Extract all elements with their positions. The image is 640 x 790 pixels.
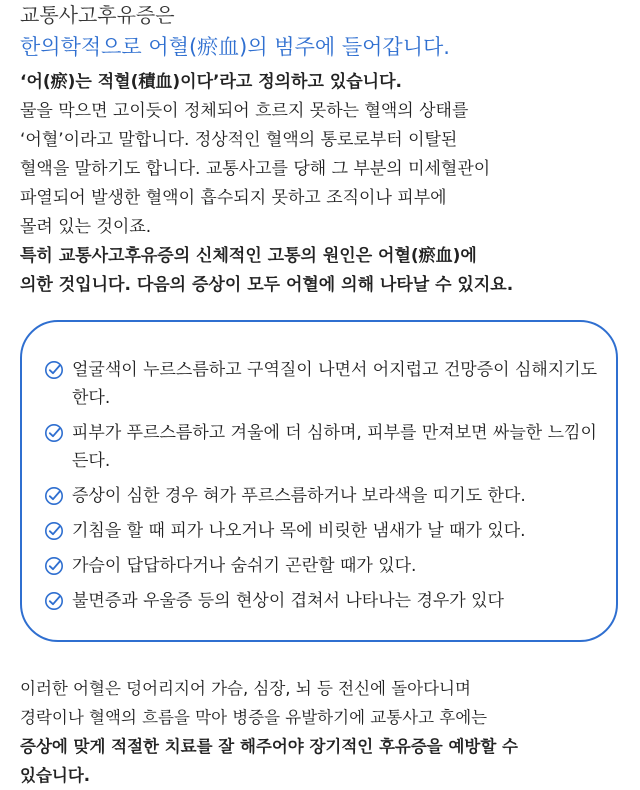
symptom-item bbox=[44, 482, 604, 510]
outro-emphasis-line: 증상에 맞게 적절한 치료를 잘 해주어야 장기적인 후유증을 예방할 수 bbox=[20, 737, 518, 756]
symptom-item bbox=[44, 517, 604, 545]
check-circle-icon bbox=[44, 360, 64, 380]
outro-emphasis bbox=[20, 732, 630, 790]
check-circle-icon bbox=[44, 486, 64, 506]
emphasis-paragraph bbox=[20, 242, 630, 300]
symptom-text: 기침을 할 때 피가 나오거나 목에 비릿한 냄새가 날 때가 있다. bbox=[72, 521, 526, 541]
outro-paragraph bbox=[20, 674, 630, 732]
symptom-text: 얼굴색이 누르스름하고 구역질이 나면서 어지럽고 건망증이 심해지기도 한다. bbox=[72, 360, 598, 408]
symptom-item bbox=[44, 552, 604, 580]
intro-section bbox=[20, 0, 630, 300]
check-circle-icon bbox=[44, 521, 64, 541]
kicker-text: 교통사고후유증은 bbox=[20, 3, 175, 27]
symptom-text: 가슴이 답답하다거나 숨쉬기 곤란할 때가 있다. bbox=[72, 556, 417, 576]
symptom-item bbox=[44, 356, 604, 412]
symptom-item bbox=[44, 419, 604, 475]
emphasis-line: 의한 것입니다. 다음의 증상이 모두 어혈에 의해 나타날 수 있지요. bbox=[20, 275, 514, 295]
outro-line: 경락이나 혈액의 흐름을 막아 병증을 유발하기에 교통사고 후에는 bbox=[20, 708, 488, 727]
symptom-box bbox=[20, 320, 618, 642]
lead-sentence: ‘어(瘀)는 적혈(積血)이다’라고 정의하고 있습니다. bbox=[20, 72, 402, 92]
symptom-list bbox=[44, 356, 604, 622]
symptom-text: 피부가 푸르스름하고 겨울에 더 심하며, 피부를 만져보면 싸늘한 느낌이 든다. bbox=[72, 423, 597, 471]
symptom-item bbox=[44, 587, 604, 615]
outro-emphasis-line: 있습니다. bbox=[20, 766, 91, 785]
check-circle-icon bbox=[44, 591, 64, 611]
paragraph-line: ‘어혈’이라고 말합니다. 정상적인 혈액의 통로로부터 이탈된 bbox=[20, 130, 458, 150]
symptom-text: 증상이 심한 경우 혀가 푸르스름하거나 보라색을 띠기도 한다. bbox=[72, 486, 526, 506]
paragraph-line: 혈액을 말하기도 합니다. 교통사고를 당해 그 부분의 미세혈관이 bbox=[20, 159, 491, 179]
paragraph-line: 파열되어 발생한 혈액이 흡수되지 못하고 조직이나 피부에 bbox=[20, 188, 447, 208]
emphasis-line: 특히 교통사고후유증의 신체적인 고통의 원인은 어혈(瘀血)에 bbox=[20, 246, 477, 266]
check-circle-icon bbox=[44, 423, 64, 443]
headline: 한의학적으로 어혈(瘀血)의 범주에 들어갑니다. bbox=[20, 35, 450, 59]
explanation-paragraph bbox=[20, 97, 630, 242]
check-circle-icon bbox=[44, 556, 64, 576]
paragraph-line: 몰려 있는 것이죠. bbox=[20, 217, 152, 237]
outro-section bbox=[20, 674, 630, 790]
outro-line: 이러한 어혈은 덩어리지어 가슴, 심장, 뇌 등 전신에 돌아다니며 bbox=[20, 679, 471, 698]
symptom-text: 불면증과 우울증 등의 현상이 겹쳐서 나타나는 경우가 있다 bbox=[72, 591, 504, 611]
paragraph-line: 물을 막으면 고이듯이 정체되어 흐르지 못하는 혈액의 상태를 bbox=[20, 101, 469, 121]
